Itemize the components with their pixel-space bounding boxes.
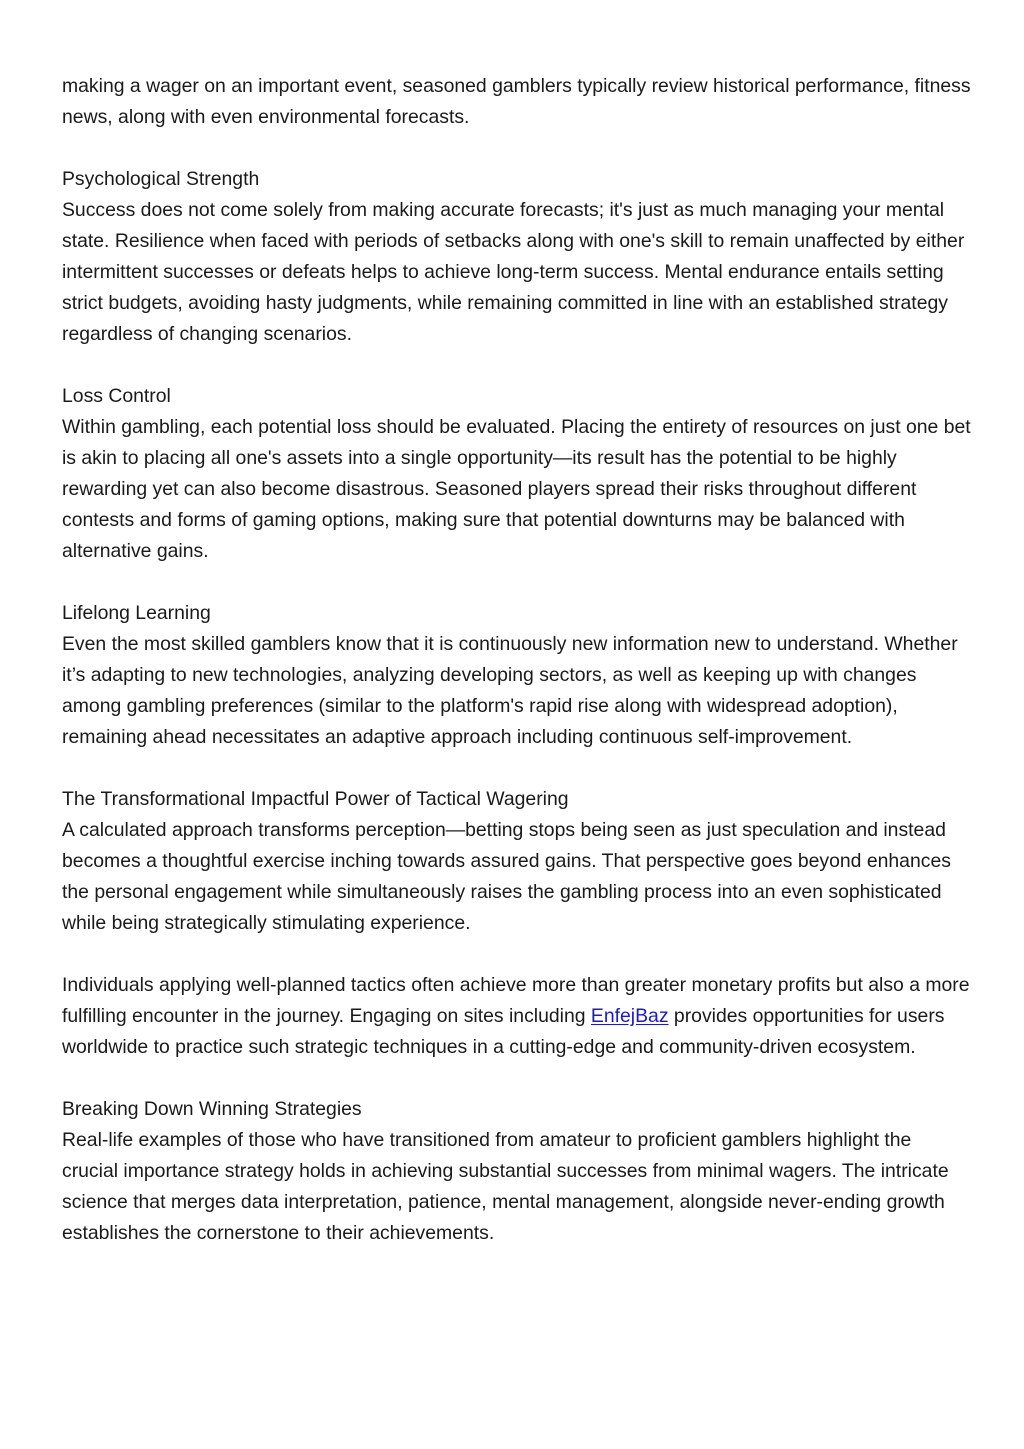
section-loss-control [62, 381, 972, 567]
section-heading: Breaking Down Winning Strategies [62, 1098, 362, 1120]
section-breaking-down-strategies [62, 1094, 972, 1249]
document-page [62, 71, 972, 1249]
section-heading: Lifelong Learning [62, 602, 211, 624]
section-heading: The Transformational Impactful Power of Tactical Wagering [62, 788, 569, 810]
individuals-paragraph [62, 970, 972, 1063]
section-lifelong-learning [62, 598, 972, 753]
section-body: Within gambling, each potential loss should be evaluated. Placing the entirety of resources on just one bet is akin to placing all one's assets into a single opportunity—its result has the potential to be highly rewarding yet can also become disastrous. Seasoned players spread their risks throughout different contests and forms of gaming options, making sure that potential downturns may be balanced with alternative gains. [62, 416, 971, 562]
section-tactical-wagering [62, 784, 972, 939]
section-body: A calculated approach transforms perception—betting stops being seen as just speculation and instead becomes a thoughtful exercise inching towards assured gains. That perspective goes beyond enhances the personal engagement while simultaneously raises the gambling process into an even sophisticated while being strategically stimulating experience. [62, 819, 951, 934]
intro-text: making a wager on an important event, seasoned gamblers typically review historical performance, fitness news, along with even environmental forecasts. [62, 75, 971, 128]
section-body: Real-life examples of those who have transitioned from amateur to proficient gamblers highlight the crucial importance strategy holds in achieving substantial successes from minimal wagers. The intricate science that merges data interpretation, patience, mental management, alongside never-ending growth establishes the cornerstone to their achievements. [62, 1129, 949, 1244]
section-heading: Loss Control [62, 385, 171, 407]
enfejbaz-link[interactable]: EnfejBaz [590, 1005, 669, 1027]
individuals-text-before-link: Individuals applying well-planned tactics often achieve more than greater monetary profits but also a more fulfilling encounter in the journey. Engaging on sites including [62, 974, 970, 1027]
section-psychological-strength [62, 164, 972, 350]
section-heading: Psychological Strength [62, 168, 260, 190]
individuals-text-after-link: provides opportunities for users worldwide to practice such strategic techniques in a cutting-edge and community-driven ecosystem. [62, 1005, 945, 1058]
section-body: Even the most skilled gamblers know that it is continuously new information new to understand. Whether it’s adapting to new technologies, analyzing developing sectors, as well as keeping up with changes among gambling preferences (similar to the platform's rapid rise along with widespread adoption), remaining ahead necessitates an adaptive approach including continuous self-improvement. [62, 633, 958, 748]
section-body: Success does not come solely from making accurate forecasts; it's just as much managing your mental state. Resilience when faced with periods of setbacks along with one's skill to remain unaffected by either intermittent successes or defeats helps to achieve long-term success. Mental endurance entails setting strict budgets, avoiding hasty judgments, while remaining committed in line with an established strategy regardless of changing scenarios. [62, 199, 965, 345]
intro-paragraph [62, 71, 972, 133]
